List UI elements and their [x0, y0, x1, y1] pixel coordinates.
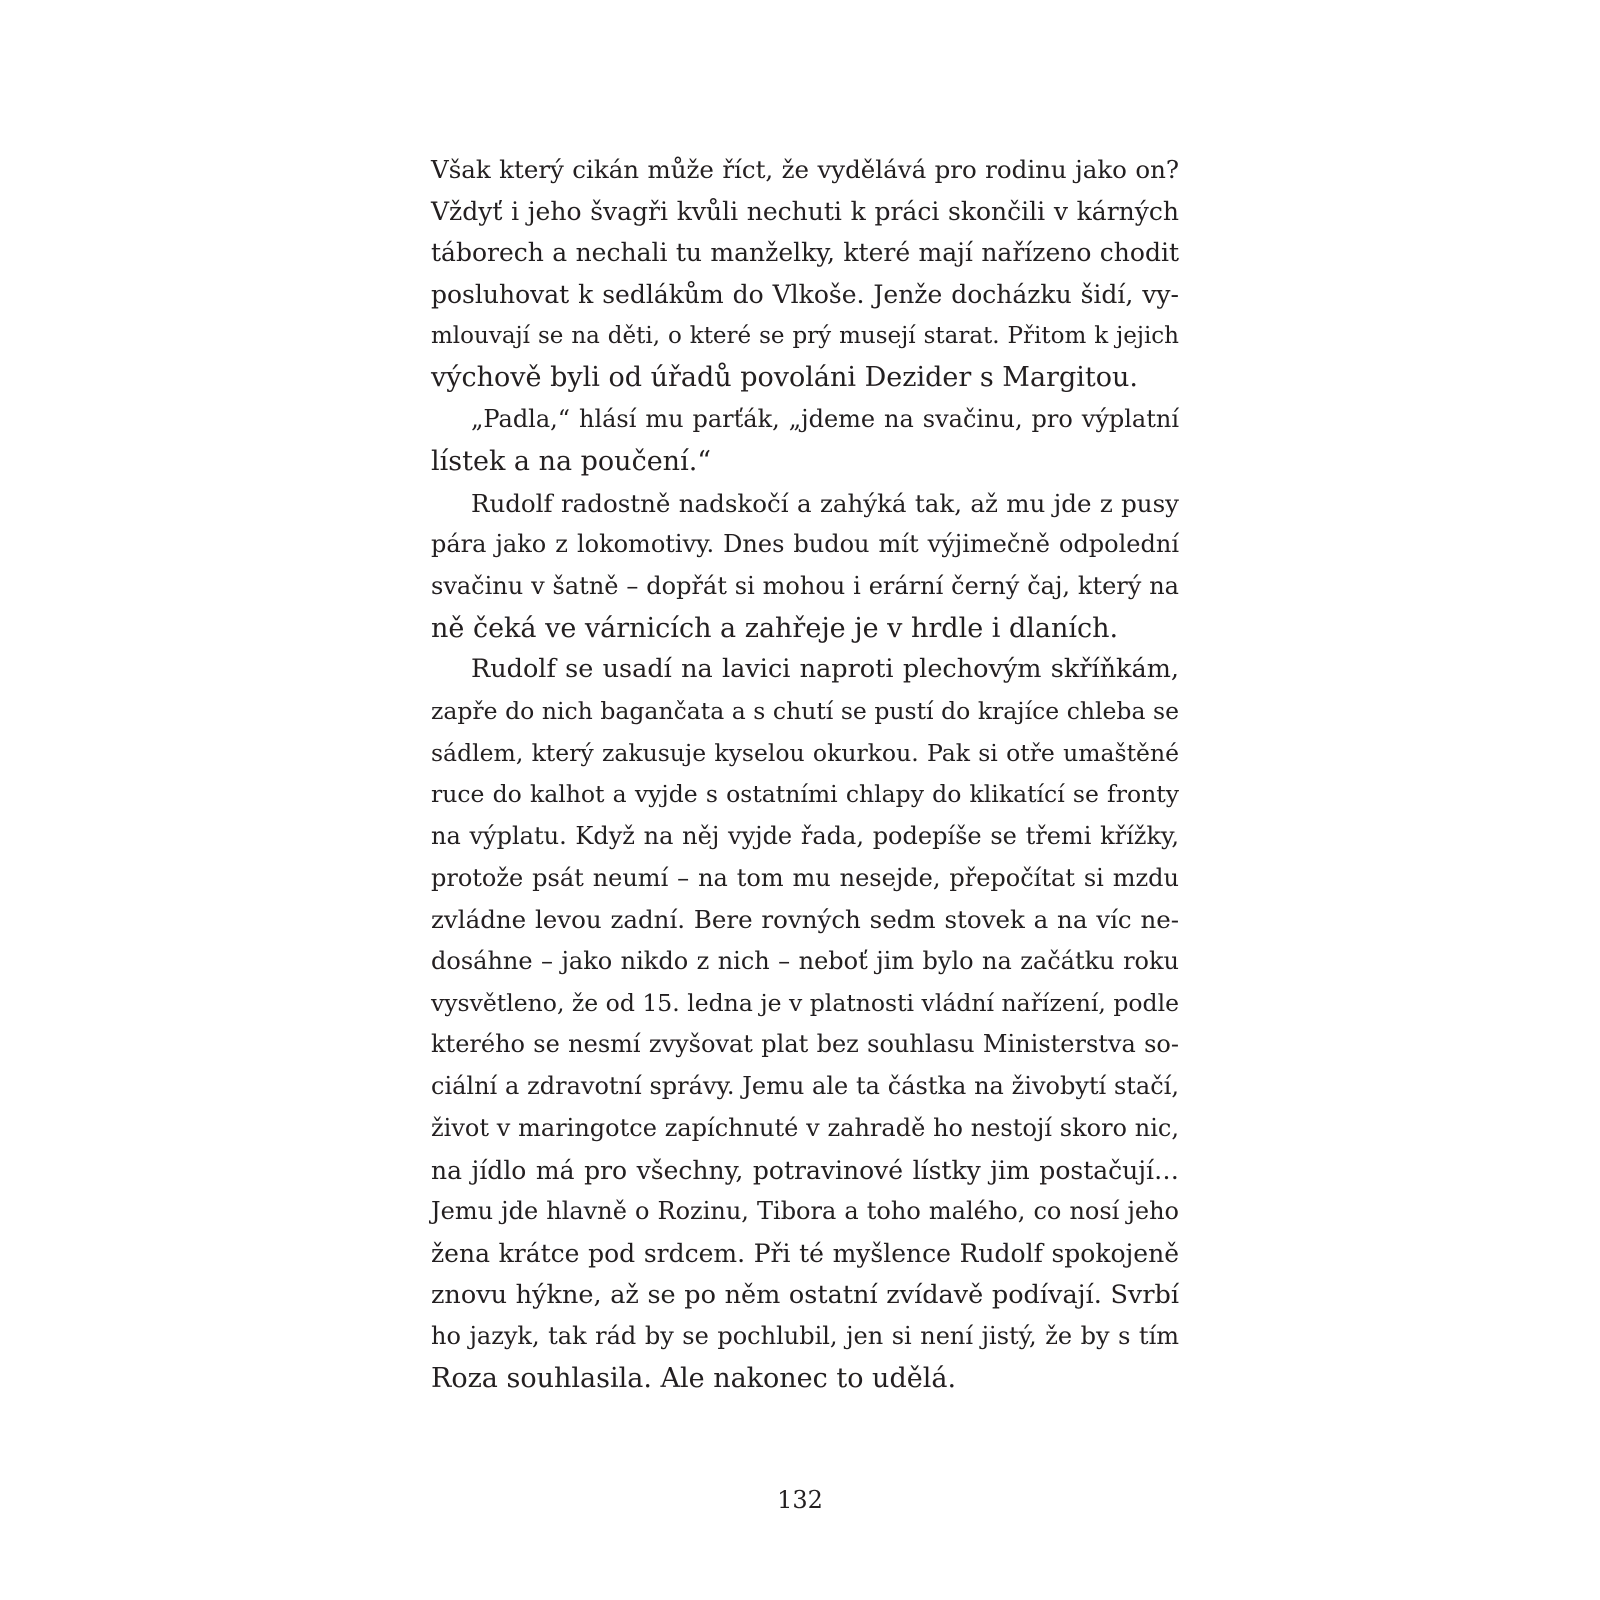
text-line: mlouvají se na děti, o které se prý musejí starat. Přitom k jejich	[431, 322, 1179, 349]
text-line: „Padla,“ hlásí mu parťák, „jdeme na svačinu, pro výplatní	[471, 405, 1179, 434]
text-line: sádlem, který zakusuje kyselou okurkou. Pak si otře umaštěné	[431, 738, 1179, 767]
text-line: výchově byli od úřadů povoláni Dezider s Margitou.	[431, 362, 1138, 394]
text-line: zvládne levou zadní. Bere rovných sedm stovek a na víc ne-	[431, 905, 1179, 935]
paragraph-1	[431, 149, 1179, 399]
text-line: vysvětleno, že od 15. ledna je v platnosti vládní nařízení, podle	[431, 988, 1179, 1017]
body-text	[431, 149, 1179, 1400]
text-line: ho jazyk, tak rád by se pochlubil, jen si není jistý, že by s tím	[431, 1322, 1179, 1351]
text-line: znovu hýkne, až se po něm ostatní zvídavě podívají. Svrbí	[431, 1279, 1179, 1310]
text-line: svačinu v šatně – dopřát si mohou i erární černý čaj, který na	[431, 571, 1179, 600]
paragraph-4	[431, 649, 1179, 1399]
text-line: ruce do kalhot a vyjde s ostatními chlapy do klikatící se fronty	[431, 780, 1179, 809]
text-line: protože psát neumí – na tom mu nesejde, přepočítat si mzdu	[431, 863, 1179, 892]
text-line: Jemu jde hlavně o Rozinu, Tibora a toho malého, co nosí jeho	[431, 1197, 1179, 1226]
text-line: Rudolf se usadí na lavici naproti plechovým skříňkám,	[471, 654, 1179, 685]
text-line: zapře do nich bagančata a s chutí se pustí do krajíce chleba se	[431, 696, 1179, 725]
text-line: Roza souhlasila. Ale nakonec to udělá.	[431, 1362, 957, 1394]
text-line: posluhovat k sedlákům do Vlkoše. Jenže docházku šidí, vy-	[431, 280, 1179, 310]
text-line: Vždyť i jeho švagři kvůli nechuti k práci skončili v kárných	[431, 196, 1179, 226]
text-line: táborech a nechali tu manželky, které mají nařízeno chodit	[431, 238, 1179, 268]
text-line: Však který cikán může říct, že vydělává pro rodinu jako on?	[431, 155, 1179, 184]
paragraph-3	[431, 483, 1179, 650]
text-line: pára jako z lokomotivy. Dnes budou mít výjimečně odpolední	[431, 530, 1179, 559]
text-line: kterého se nesmí zvyšovat plat bez souhlasu Ministerstva so-	[431, 1030, 1179, 1059]
text-line: život v maringotce zapíchnuté v zahradě ho nestojí skoro nic,	[431, 1113, 1179, 1142]
paragraph-2	[431, 399, 1179, 482]
text-line: Rudolf radostně nadskočí a zahýká tak, až mu jde z pusy	[471, 488, 1179, 518]
text-line: žena krátce pod srdcem. Při té myšlence Rudolf spokojeně	[431, 1238, 1179, 1268]
text-line: ciální a zdravotní správy. Jemu ale ta částka na živobytí stačí,	[431, 1072, 1179, 1101]
text-line: lístek a na poučení.“	[431, 445, 712, 477]
page-number: 132	[777, 1486, 823, 1514]
text-line: na jídlo má pro všechny, potravinové lístky jim postačují…	[431, 1155, 1179, 1185]
text-line: dosáhne – jako nikdo z nich – neboť jim bylo na začátku roku	[431, 947, 1179, 976]
text-line: na výplatu. Když na něj vyjde řada, podepíše se třemi křížky,	[431, 822, 1179, 850]
text-line: ně čeká ve várnicích a zahřeje je v hrdle i dlaních.	[431, 612, 1119, 644]
